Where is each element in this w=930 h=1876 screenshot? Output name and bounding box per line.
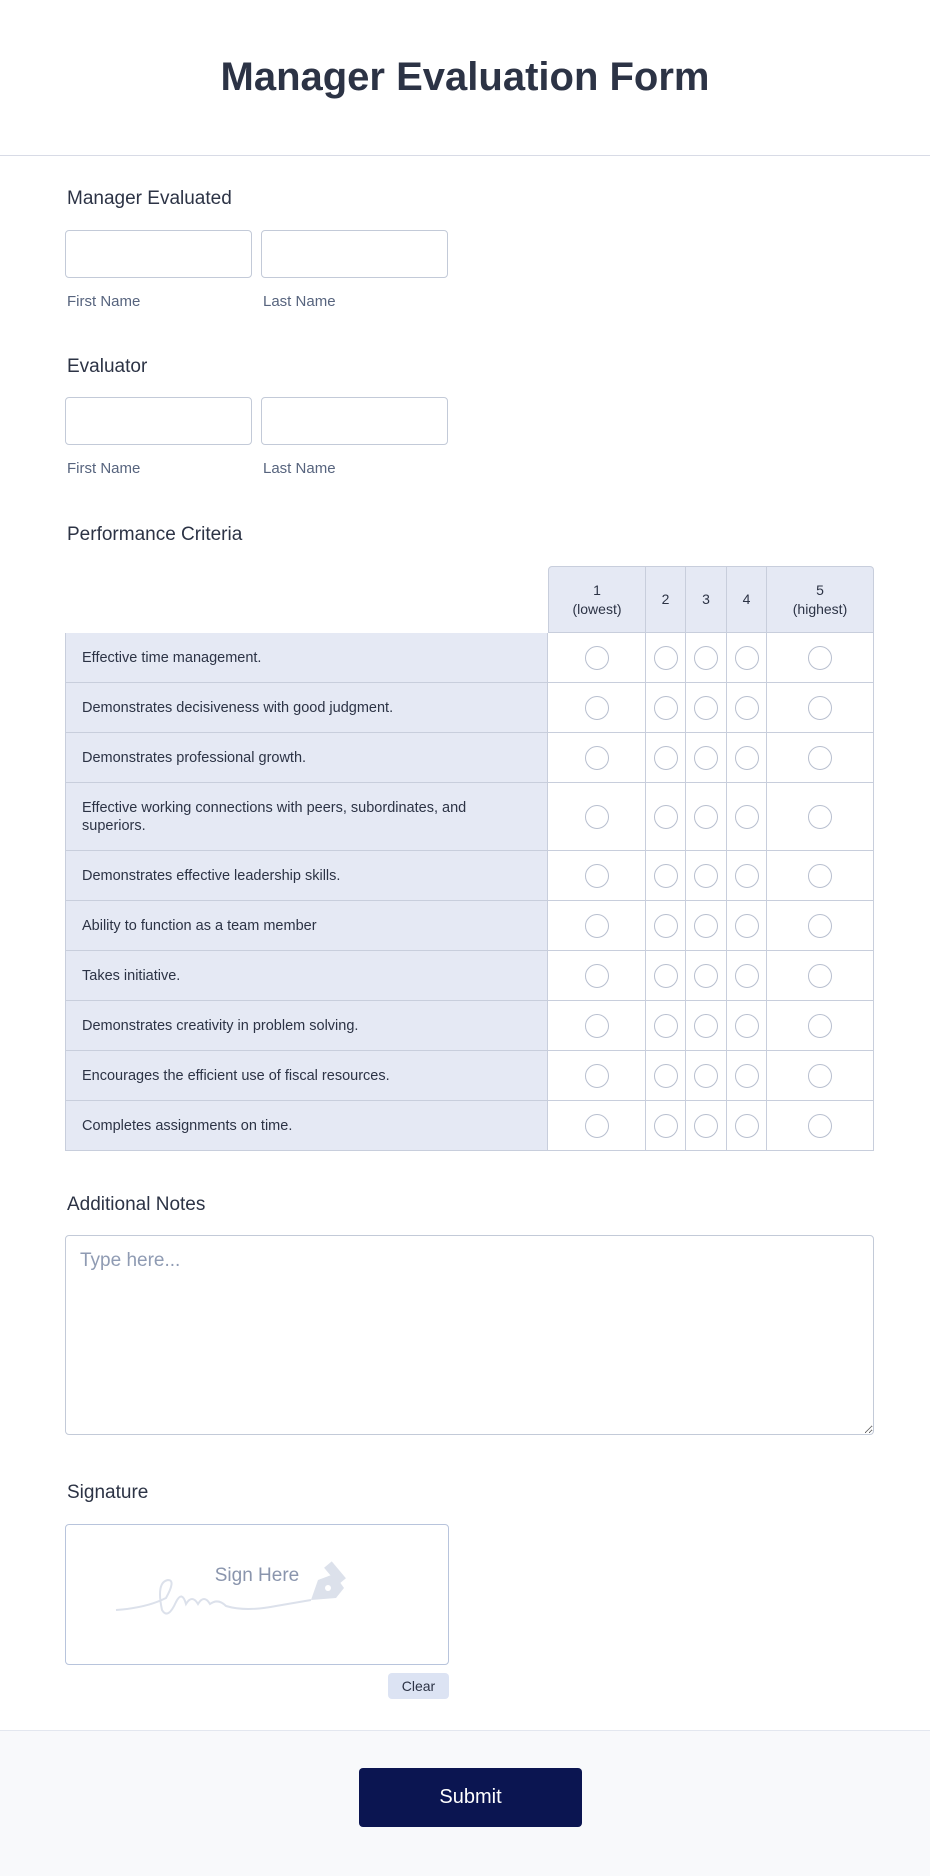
rating-cell[interactable] [727, 851, 767, 901]
radio-button[interactable] [585, 1014, 609, 1038]
rating-cell[interactable] [548, 1101, 646, 1151]
rating-cell[interactable] [727, 1101, 767, 1151]
matrix-row [65, 733, 874, 783]
radio-button[interactable] [585, 805, 609, 829]
column-sublabel: (highest) [792, 600, 848, 617]
notes-label: Additional Notes [67, 1194, 206, 1215]
rating-cell[interactable] [727, 901, 767, 951]
notes-textarea[interactable] [65, 1235, 874, 1435]
rating-cell[interactable] [646, 683, 686, 733]
column-number: 5 [816, 581, 824, 598]
matrix-column-header [686, 566, 727, 633]
radio-button[interactable] [808, 696, 832, 720]
rating-cell[interactable] [767, 1101, 874, 1151]
rating-cell[interactable] [646, 1101, 686, 1151]
rating-cell[interactable] [548, 633, 646, 683]
radio-button[interactable] [694, 914, 718, 938]
radio-button[interactable] [585, 746, 609, 770]
rating-cell[interactable] [548, 1001, 646, 1051]
evaluator-last-name-input[interactable] [261, 397, 448, 445]
radio-button[interactable] [654, 646, 678, 670]
evaluator-last-name-sublabel: Last Name [263, 460, 336, 477]
manager-label: Manager Evaluated [67, 188, 232, 209]
rating-cell[interactable] [686, 1001, 727, 1051]
rating-cell[interactable] [767, 683, 874, 733]
rating-cell[interactable] [727, 733, 767, 783]
radio-button[interactable] [654, 1114, 678, 1138]
radio-button[interactable] [585, 1114, 609, 1138]
rating-cell[interactable] [646, 951, 686, 1001]
rating-cell[interactable] [548, 1051, 646, 1101]
rating-cell[interactable] [548, 901, 646, 951]
radio-button[interactable] [735, 805, 759, 829]
rating-cell[interactable] [646, 783, 686, 851]
radio-button[interactable] [735, 864, 759, 888]
radio-button[interactable] [808, 1014, 832, 1038]
row-label: Effective working connections with peers, subordinates, and superiors. [65, 783, 548, 851]
rating-cell[interactable] [727, 1001, 767, 1051]
matrix-row [65, 1101, 874, 1151]
submit-button[interactable]: Submit [359, 1768, 582, 1827]
radio-button[interactable] [654, 805, 678, 829]
row-label: Encourages the efficient use of fiscal resources. [65, 1051, 548, 1101]
rating-cell[interactable] [686, 901, 727, 951]
matrix-row [65, 683, 874, 733]
manager-last-name-input[interactable] [261, 230, 448, 278]
criteria-matrix [65, 566, 874, 1151]
matrix-column-header [548, 566, 646, 633]
rating-cell[interactable] [646, 851, 686, 901]
evaluator-label: Evaluator [67, 356, 148, 377]
rating-cell[interactable] [727, 783, 767, 851]
matrix-column-header [646, 566, 686, 633]
rating-cell[interactable] [767, 951, 874, 1001]
rating-cell[interactable] [686, 633, 727, 683]
row-label: Demonstrates decisiveness with good judgment. [65, 683, 548, 733]
rating-cell[interactable] [686, 733, 727, 783]
matrix-row [65, 633, 874, 683]
radio-button[interactable] [735, 1114, 759, 1138]
rating-cell[interactable] [686, 851, 727, 901]
radio-button[interactable] [585, 864, 609, 888]
radio-button[interactable] [585, 646, 609, 670]
rating-cell[interactable] [767, 633, 874, 683]
criteria-label: Performance Criteria [67, 524, 243, 545]
page-title: Manager Evaluation Form [220, 55, 710, 99]
rating-cell[interactable] [767, 851, 874, 901]
radio-button[interactable] [694, 1114, 718, 1138]
radio-button[interactable] [654, 1014, 678, 1038]
rating-cell[interactable] [548, 851, 646, 901]
rating-cell[interactable] [767, 733, 874, 783]
rating-cell[interactable] [727, 633, 767, 683]
rating-cell[interactable] [686, 683, 727, 733]
rating-cell[interactable] [646, 633, 686, 683]
rating-cell[interactable] [646, 1001, 686, 1051]
rating-cell[interactable] [686, 783, 727, 851]
radio-button[interactable] [735, 964, 759, 988]
matrix-corner [65, 566, 548, 633]
radio-button[interactable] [694, 864, 718, 888]
matrix-row [65, 783, 874, 851]
column-number: 1 [593, 581, 601, 598]
radio-button[interactable] [585, 1064, 609, 1088]
radio-button[interactable] [654, 696, 678, 720]
matrix-row [65, 1051, 874, 1101]
manager-first-name-sublabel: First Name [67, 293, 141, 310]
column-number: 2 [661, 591, 670, 607]
row-label: Effective time management. [65, 633, 548, 683]
radio-button[interactable] [735, 914, 759, 938]
radio-button[interactable] [694, 746, 718, 770]
rating-cell[interactable] [646, 901, 686, 951]
rating-cell[interactable] [727, 683, 767, 733]
rating-cell[interactable] [727, 951, 767, 1001]
radio-button[interactable] [694, 964, 718, 988]
radio-button[interactable] [654, 1064, 678, 1088]
signature-pad[interactable] [65, 1524, 449, 1665]
row-label: Demonstrates creativity in problem solving. [65, 1001, 548, 1051]
rating-cell[interactable] [727, 1051, 767, 1101]
radio-button[interactable] [694, 1014, 718, 1038]
radio-button[interactable] [694, 1064, 718, 1088]
radio-button[interactable] [735, 746, 759, 770]
rating-cell[interactable] [767, 901, 874, 951]
radio-button[interactable] [808, 914, 832, 938]
radio-button[interactable] [735, 1064, 759, 1088]
rating-cell[interactable] [767, 1051, 874, 1101]
radio-button[interactable] [694, 646, 718, 670]
row-label: Ability to function as a team member [65, 901, 548, 951]
rating-cell[interactable] [548, 733, 646, 783]
matrix-row [65, 901, 874, 951]
matrix-column-header [727, 566, 767, 633]
radio-button[interactable] [808, 964, 832, 988]
column-number: 4 [742, 591, 751, 607]
form-header [0, 0, 930, 156]
matrix-row [65, 951, 874, 1001]
matrix-row [65, 1001, 874, 1051]
rating-cell[interactable] [767, 783, 874, 851]
radio-button[interactable] [585, 696, 609, 720]
signature-pen-icon [106, 1560, 366, 1620]
column-number: 3 [702, 591, 710, 607]
radio-button[interactable] [694, 805, 718, 829]
matrix-row [65, 851, 874, 901]
rating-cell[interactable] [686, 1101, 727, 1151]
radio-button[interactable] [735, 696, 759, 720]
radio-button[interactable] [694, 696, 718, 720]
rating-cell[interactable] [548, 783, 646, 851]
radio-button[interactable] [808, 864, 832, 888]
radio-button[interactable] [735, 646, 759, 670]
row-label: Demonstrates professional growth. [65, 733, 548, 783]
rating-cell[interactable] [646, 1051, 686, 1101]
rating-cell[interactable] [548, 683, 646, 733]
radio-button[interactable] [808, 1064, 832, 1088]
row-label: Takes initiative. [65, 951, 548, 1001]
radio-button[interactable] [808, 746, 832, 770]
radio-button[interactable] [808, 1114, 832, 1138]
matrix-column-header [767, 566, 874, 633]
radio-button[interactable] [585, 914, 609, 938]
radio-button[interactable] [585, 964, 609, 988]
radio-button[interactable] [654, 964, 678, 988]
evaluator-first-name-input[interactable] [65, 397, 252, 445]
evaluator-first-name-sublabel: First Name [67, 460, 141, 477]
column-sublabel: (lowest) [572, 600, 622, 617]
manager-first-name-input[interactable] [65, 230, 252, 278]
rating-cell[interactable] [646, 733, 686, 783]
radio-button[interactable] [808, 805, 832, 829]
radio-button[interactable] [654, 914, 678, 938]
rating-cell[interactable] [767, 1001, 874, 1051]
rating-cell[interactable] [686, 1051, 727, 1101]
sign-here-hint: Sign Here [214, 1565, 300, 1586]
rating-cell[interactable] [548, 951, 646, 1001]
row-label: Completes assignments on time. [65, 1101, 548, 1151]
clear-signature-button[interactable]: Clear [388, 1673, 449, 1699]
row-label: Demonstrates effective leadership skills. [65, 851, 548, 901]
rating-cell[interactable] [686, 951, 727, 1001]
radio-button[interactable] [735, 1014, 759, 1038]
radio-button[interactable] [808, 646, 832, 670]
signature-label: Signature [67, 1482, 149, 1503]
radio-button[interactable] [654, 864, 678, 888]
manager-last-name-sublabel: Last Name [263, 293, 336, 310]
radio-button[interactable] [654, 746, 678, 770]
